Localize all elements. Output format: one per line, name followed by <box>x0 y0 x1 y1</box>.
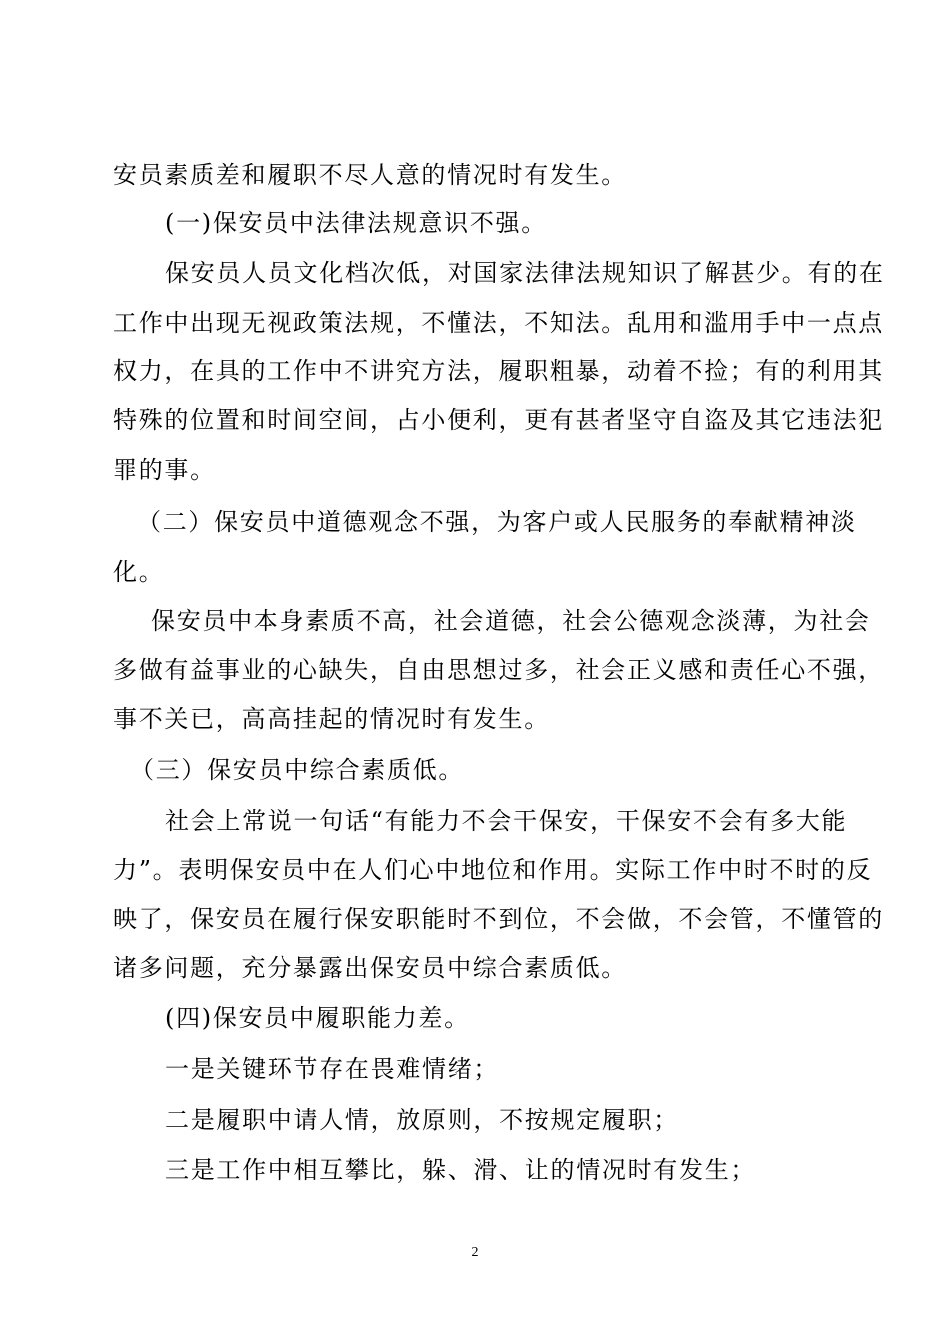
paragraph-line: 保安员中本身素质不高，社会道德，社会公德观念淡薄，为社会 <box>151 607 871 635</box>
paragraph-line: 映了，保安员在履行保安职能时不到位，不会做，不会管，不懂管的 <box>113 905 884 933</box>
paragraph-line: 事不关已，高高挂起的情况时有发生。 <box>113 705 550 733</box>
section-heading-3: （三）保安员中综合素质低。 <box>130 756 465 784</box>
paragraph-line: 社会上常说一句话“有能力不会干保安，干保安不会有多大能 <box>165 807 848 835</box>
paragraph-line: 权力，在具的工作中不讲究方法，履职粗暴，动着不捡；有的利用其 <box>113 357 884 385</box>
list-item: 一是关键环节存在畏难情绪； <box>165 1055 500 1083</box>
paragraph-line: 安员素质差和履职不尽人意的情况时有发生。 <box>113 161 627 189</box>
paragraph-line: 力”。表明保安员中在人们心中地位和作用。实际工作中时不时的反 <box>113 856 873 884</box>
paragraph-line: 诸多问题，充分暴露出保安员中综合素质低。 <box>113 954 627 982</box>
paragraph-line: 多做有益事业的心缺失，自由思想过多，社会正义感和责任心不强， <box>113 656 884 684</box>
section-heading-1: (一)保安员中法律法规意识不强。 <box>165 209 547 237</box>
section-heading-2: （二）保安员中道德观念不强，为客户或人民服务的奉献精神淡 <box>137 508 857 536</box>
paragraph-line: 特殊的位置和时间空间，占小便利，更有甚者坚守自盗及其它违法犯 <box>113 406 884 434</box>
section-heading-4: (四)保安员中履职能力差。 <box>165 1004 470 1032</box>
list-item: 三是工作中相互攀比，躲、滑、让的情况时有发生； <box>165 1156 757 1184</box>
list-item: 二是履职中请人情，放原则，不按规定履职； <box>165 1106 679 1134</box>
paragraph-line: 工作中出现无视政策法规，不懂法，不知法。乱用和滥用手中一点点 <box>113 309 884 337</box>
paragraph-line: 保安员人员文化档次低，对国家法律法规知识了解甚少。有的在 <box>165 259 885 287</box>
paragraph-line: 化。 <box>113 558 165 586</box>
paragraph-line: 罪的事。 <box>113 456 216 484</box>
page-number: 2 <box>471 1245 479 1260</box>
